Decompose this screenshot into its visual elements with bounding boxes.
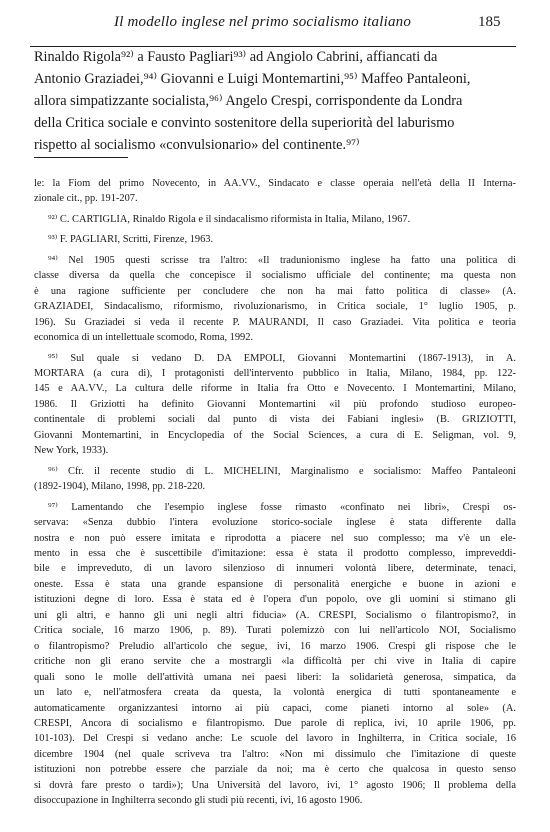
footnote-line: istituzioni non potrebbe essere che parziale da noi; ma è certo che qualcosa in questo senso	[34, 764, 516, 776]
footnote-line: servava: «Senza dubbio l'intera evoluzione storico-sociale inglese è stata differente dalla	[34, 517, 516, 529]
footnote-line: si dovrà fare presto o tardi»); Una Università del lavoro, ivi, 1° agosto 1906; Il problema della	[34, 779, 516, 791]
footnote-line: mento in essa che è suscettibile d'imitazione: essa è stata il prodotto complesso, impreveddi-	[34, 547, 516, 559]
footnote-line: ⁹³⁾ F. PAGLIARI, Scritti, Firenze, 1963.	[48, 234, 214, 246]
footnote-line: 145 e AA.VV., La cultura delle riforme in Italia fra Otto e Novecento. I Montemartini, Milano,	[34, 383, 516, 395]
footnote-line: le: la Fiom del primo Novecento, in AA.VV., Sindacato e classe operaia nell'età della II Interna-	[34, 178, 516, 189]
footnote-line: Critica sociale, 16 marzo 1906, p. 89). Turati polemizzò con lui nell'articolo NOI, Socialismo	[34, 625, 516, 637]
footnote-line: ⁹⁵⁾ Sul quale si vedano D. DA EMPOLI, Giovanni Montemartini (1867-1913), in A.	[48, 352, 516, 364]
footnote-line: o filantropismo? Preludio all'articolo che segue, ivi, 16 marzo 1906. Crespi gli rispose che le	[34, 640, 516, 652]
page-number: 185	[478, 14, 501, 30]
body-line: rispetto al socialismo «convulsionario» del continente.⁹⁷⁾	[34, 137, 360, 153]
footnote-line: 101-103). Del Crespi si vedano anche: Le scuole del lavoro in Inghilterra, in Critica sociale, 16	[34, 733, 516, 745]
footnote-line: ⁹⁷⁾ Lamentando che l'esempio inglese fosse rimasto «confinato nei libri», Crespi os-	[48, 501, 516, 513]
footnote-line: economica di un intellettuale scomodo, Roma, 1992.	[34, 332, 254, 344]
footnote-line: New York, 1933).	[34, 445, 109, 457]
footnote-line: 196). Su Graziadei si veda il recente P. MAURANDI, Il caso Graziadei. Vita politica e teoria	[34, 316, 516, 328]
footnote-line: MORTARA (a cura di), I protagonisti dell'intervento pubblico in Italia, Milano, 1984, pp. 122-	[34, 367, 516, 379]
footnote-93	[34, 232, 516, 247]
body-line: allora simpatizzante socialista,⁹⁶⁾ Angelo Crespi, corrispondente da Londra	[34, 93, 463, 109]
body-line: Rinaldo Rigola⁹²⁾ a Fausto Pagliari⁹³⁾ ad Angiolo Cabrini, affiancati da	[34, 49, 438, 65]
footnote-line: (1892-1904), Milano, 1998, pp. 218-220.	[34, 481, 206, 493]
page-header	[0, 14, 550, 34]
footnote-line: 1986. Il Griziotti ha definito Giovanni Montemartini «il più profondo studioso europeo-	[34, 398, 516, 410]
footnotes	[34, 176, 516, 814]
footnote-line: disoccupazione in Inghilterra secondo gli studi più recenti, ivi, 16 agosto 1906.	[34, 795, 363, 807]
footnote-line: nostra e non può essere imitata e riprodotta a piacere nel suo complesso; ma v'è un ele-	[34, 532, 516, 544]
footnote-line: CRESPI, Ancora di socialismo e filantropismo. Due parole di replica, ivi, 10 aprile 1906, pp.	[34, 717, 516, 729]
footnote-line: Giovanni Montemartini, in Encyclopedia of the Social Sciences, a cura di E. Seligman, vol. 9,	[34, 429, 516, 441]
footnote-line: bile e impreveduto, di un lavoro silenzioso di innumeri volontà libere, determinate, tenaci,	[34, 563, 516, 575]
footnote-line: ⁹⁴⁾ Nel 1905 questi scrisse tra l'altro: «Il tradunionismo inglese ha fatto una politica di	[48, 254, 516, 266]
footnote-line: oneste. Essa è stata una grande espansione di personalità energiche e buone in azioni e	[34, 578, 516, 590]
footnote-94	[34, 253, 516, 346]
footnote-line: uni gli altri, e hanno gli uni negli altri fiducia» (A. CRESPI, Socialismo o filantropismo?, in	[34, 609, 516, 621]
footnote-line: ⁹⁶⁾ Cfr. il recente studio di L. MICHELINI, Marginalismo e socialismo: Maffeo Pantaleoni	[48, 465, 516, 477]
footnote-91-continuation	[34, 176, 516, 207]
footnote-line: istituzioni degne di loro. Essa è stata ed è l'opera d'un popolo, ove gli uomini si stimano gli	[34, 594, 516, 606]
running-head: Il modello inglese nel primo socialismo italiano	[114, 14, 412, 30]
footnote-line: critiche non gli erano servite che a mostrargli «la difficoltà per chi vive in Italia di capire	[34, 656, 516, 668]
body-line: Antonio Graziadei,⁹⁴⁾ Giovanni e Luigi Montemartini,⁹⁵⁾ Maffeo Pantaleoni,	[34, 71, 471, 87]
footnote-line: GRAZIADEI, Sindacalismo, riformismo, rivoluzionarismo, in Critica sociale, 1° luglio 1905, p.	[34, 301, 516, 313]
footnote-92	[34, 212, 516, 227]
footnote-96	[34, 464, 516, 495]
body-paragraph	[34, 46, 516, 156]
footnote-line: automaticamente organizzantesi intorno ai più capaci, come pianeti intorno al sole» (A.	[34, 702, 516, 714]
footnote-line: continentale di problemi sociali dal punto di vista dei Fabiani inglesi» (B. GRIZIOTTI,	[34, 414, 516, 426]
footnote-line: dicembre 1904 (nel quale scriveva tra l'altro: «Non mi dissimulo che l'imitazione di queste	[34, 748, 516, 760]
footnote-95	[34, 351, 516, 459]
footnote-separator	[34, 157, 128, 158]
footnote-line: è una ragione sufficiente per concludere che non ha mai fatto politica di classe» (A.	[34, 285, 516, 297]
footnote-line: un lato e, nell'atmosfera creata da questa, la volontà energica di tutti spontaneamente e	[34, 687, 516, 699]
footnote-line: quali sono le molle dell'attività umana nei paesi liberi: la solidarietà generosa, simpatica, da	[34, 671, 516, 683]
footnote-line: zionale cit., pp. 191-207.	[34, 193, 138, 205]
footnote-line: classe diversa da quella che concepisce il socialismo ufficiale del continente; ma questa non	[34, 270, 516, 282]
body-line: della Critica sociale e convinto sostenitore della superiorità del laburismo	[34, 115, 455, 131]
footnote-97	[34, 500, 516, 809]
footnote-line: ⁹²⁾ C. CARTIGLIA, Rinaldo Rigola e il sindacalismo riformista in Italia, Milano, 1967.	[48, 213, 411, 225]
